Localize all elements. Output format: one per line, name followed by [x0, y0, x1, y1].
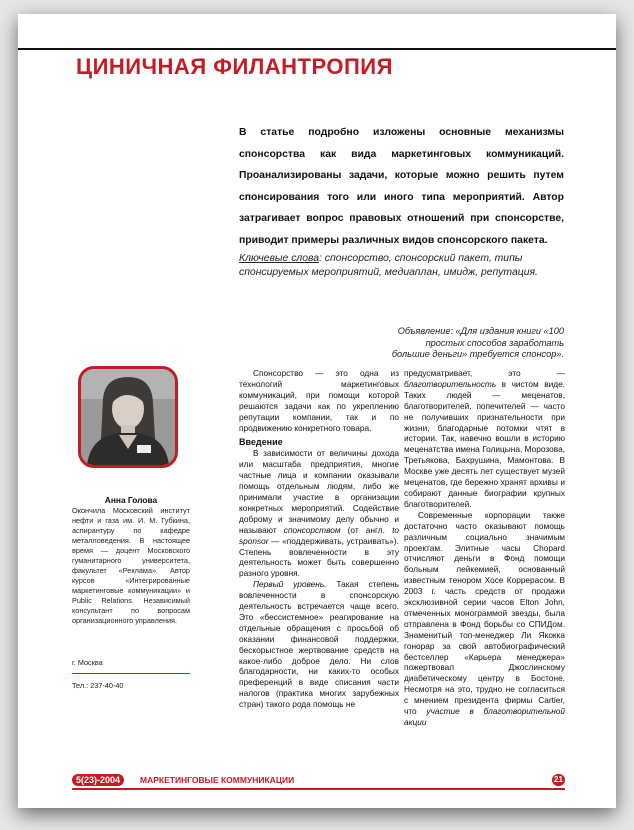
page-number: 21	[552, 774, 565, 786]
paragraph-text: Современные корпорации также достаточно часто оказывают помощь различным социально значимым проектам. Элитные часы Chopard отчисляют деньги в Фонд помощи больным лейкемией, основанный известным тенором Хосе Коррерасом. В 2003 г. часть средств от продажи эксклюзивной серии часов Elton John, отмеченных монограммой звезды, была отправлена в Фонд борьбы со СПИДом. Знаменитый топ-менеджер Ли Якокка гонорар за свой автобиографический бестселлер «Карьера менеджера» пожертвовал Джослинскому диабетическому центру в Бостоне. Несмотря на это, трудно не согласиться с мнением президента фирмы Cartier, что	[404, 509, 565, 717]
author-photo	[78, 366, 178, 468]
paragraph-text: — «поддерживать, устраивать»). Степень вовлеченности в эту деятельность может быть совершенно разного уровня.	[239, 535, 399, 579]
paragraph-text: (от англ.	[340, 524, 393, 535]
paragraph-text: в чистом виде. Таких людей — меценатов, благотворителей, попечителей — часто не получивших признательности при жизни, благодарные потомки чтят в истории. Так, навечно вошли в историю меценатства имена Голицына, Морозова, Третьякова, Бахрушина, Мамонтова. В Москве уже десять лет существует музей меценатов, где бережно хранят архивы и собирают данные биографии крупных благотворителей.	[404, 378, 565, 509]
keywords-text: : спонсорство, спонсорский пакет, типы спонсируемых мероприятий, медиаплан, имидж, репутация.	[239, 253, 538, 278]
abstract-text: В статье подробно изложены основные механизмы спонсорства как вида маркетинговых коммуникаций. Проанализированы задачи, которые можно решить путем спонсирования того или иного типа мероприятий. Автор затрагивает вопрос правовых отношений при спонсорстве, приводит примеры различных видов спонсорского пакета.	[239, 127, 564, 246]
paragraph-text: В зависимости от величины дохода или масштаба предприятия, многие частные лица и компании оказывали помощь отдельным людям, либо же принимали участие в организации конкретных мероприятий. Содействие доброму и значимому делу обычно и называют	[239, 448, 399, 535]
section-heading: Введение	[239, 437, 283, 448]
section-name: МАРКЕТИНГОВЫЕ КОММУНИКАЦИИ	[140, 775, 295, 785]
author-name: Анна Голова	[104, 495, 158, 505]
epigraph: Объявление: «Для издания книги «100 простых способов заработать большие деньги» требуется спонсор».	[391, 326, 564, 359]
first-level-lead: Первый уровень.	[253, 579, 327, 590]
page-footer	[72, 774, 565, 790]
term-sponsorship: спонсорством	[283, 524, 341, 535]
text-column-2	[404, 368, 565, 728]
author-divider	[72, 673, 190, 674]
paragraph-first-level	[239, 579, 399, 710]
paragraph-text: предусматривает, это —	[404, 368, 565, 378]
author-city: г. Москва	[72, 658, 103, 667]
author-portrait-icon	[81, 369, 175, 465]
term-english: to sponsor	[239, 524, 399, 546]
paragraph-intro: Спонсорство — это одна из технологий маркетинговых коммуникаций, при помощи которой решаются задачи как по укреплению репутации компании, так и по продвижению конкретного товара.	[239, 368, 399, 433]
paragraph-corporations	[404, 510, 565, 728]
author-bio: Окончила Московский институт нефти и газа им. И. М. Губкина, аспирантуру по кафедре металловедения. В настоящее время — доцент Московского гуманитарного университета, факультет «Реклама». Автор курсов «Интегрированные маркетинговые коммуникации» и Public Relations. Независимый консультант по вопросам организационного управления.	[72, 506, 190, 625]
header-rule	[18, 48, 616, 50]
quote-italic: участие в благотворительной акции	[404, 706, 566, 727]
magazine-page	[18, 14, 616, 808]
term-charity: благотворительность	[404, 378, 497, 389]
text-column-1	[239, 368, 399, 710]
issue-badge: 5(23)-2004	[72, 774, 124, 786]
abstract-block	[239, 122, 564, 280]
keywords	[239, 252, 564, 280]
article-title: ЦИНИЧНАЯ ФИЛАНТРОПИЯ	[76, 54, 393, 79]
paragraph-text: Такая степень вовлеченности в спонсорскую деятельность встречается чаще всего. Это «бессистемное» реагирование на отдельные обращения с просьбой об оказании финансовой поддержки, бескорыстное жертвование средств на какое-либо доброе дело. Ни слов благодарности, ни каких-то особых преференций в виде списания части налогов (практика многих зарубежных стран) такого рода помощь не	[239, 579, 399, 710]
author-phone: Тел.: 237-40-40	[72, 681, 124, 690]
paragraph-charity	[404, 368, 565, 510]
keywords-label: Ключевые слова	[239, 253, 320, 264]
paragraph-introduction	[239, 448, 399, 579]
